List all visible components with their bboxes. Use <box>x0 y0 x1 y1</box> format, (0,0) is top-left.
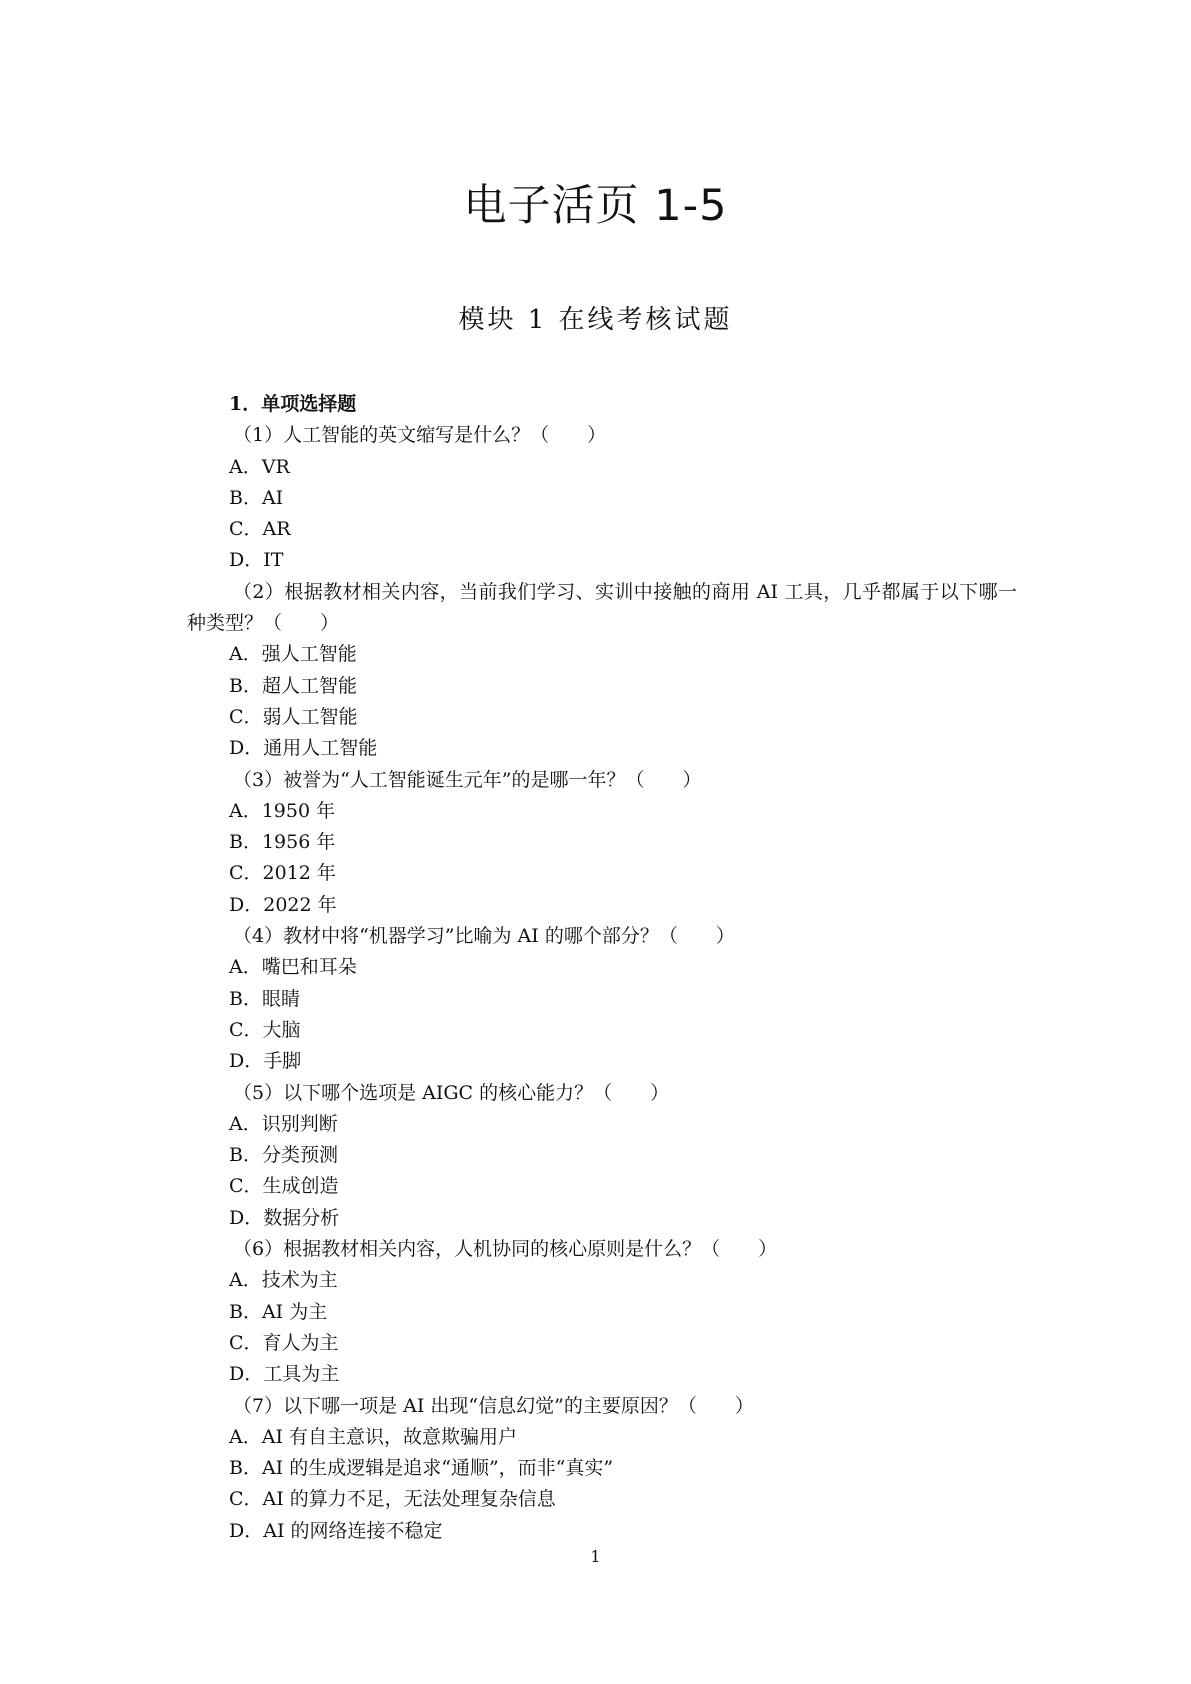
question-4 <box>187 921 1017 1077</box>
option-a: A．识别判断 <box>229 1112 338 1135</box>
option-d: D．通用人工智能 <box>229 737 378 760</box>
option-b: B．超人工智能 <box>229 674 357 697</box>
question-6 <box>187 1234 1017 1390</box>
option-b: B．AI <box>229 486 284 509</box>
option-a: A．AI 有自主意识，故意欺骗用户 <box>229 1425 517 1448</box>
question-text: （3）被誉为“人工智能诞生元年”的是哪一年？（ ） <box>233 768 702 791</box>
question-text: （7）以下哪一项是 AI 出现“信息幻觉”的主要原因？（ ） <box>233 1394 754 1417</box>
section-heading: 1．单项选择题 <box>229 393 357 415</box>
question-5 <box>187 1078 1017 1234</box>
option-b: B．AI 的生成逻辑是追求“通顺”，而非“真实” <box>229 1457 614 1480</box>
question-text: （4）教材中将“机器学习”比喻为 AI 的哪个部分？（ ） <box>233 925 735 948</box>
option-a: A．VR <box>229 455 290 478</box>
option-d: D．AI 的网络连接不稳定 <box>229 1519 443 1542</box>
option-c: C．生成创造 <box>229 1175 339 1198</box>
question-text: （2）根据教材相关内容，当前我们学习、实训中接触的商用 AI 工具，几乎都属于以下哪一种类型？（ ） <box>187 580 1017 635</box>
option-b: B．眼睛 <box>229 987 300 1010</box>
question-2 <box>187 577 1017 765</box>
option-c: C．弱人工智能 <box>229 705 358 728</box>
option-c: C．AI 的算力不足，无法处理复杂信息 <box>229 1488 556 1511</box>
option-c: C．AR <box>229 518 291 541</box>
option-d: D．工具为主 <box>229 1363 340 1386</box>
option-c: C．大脑 <box>229 1018 301 1041</box>
option-a: A．强人工智能 <box>229 643 357 666</box>
option-c: C．2012 年 <box>229 862 336 885</box>
page-subtitle: 模块 1 在线考核试题 <box>458 305 733 335</box>
question-text: （1）人工智能的英文缩写是什么？（ ） <box>233 424 607 447</box>
option-c: C．育人为主 <box>229 1331 339 1354</box>
question-text: （6）根据教材相关内容，人机协同的核心原则是什么？（ ） <box>233 1238 778 1261</box>
page-title: 电子活页 1-5 <box>463 181 728 231</box>
option-b: B．1956 年 <box>229 831 336 854</box>
option-a: A．1950 年 <box>229 799 336 822</box>
question-list <box>187 389 1017 1547</box>
option-b: B．分类预测 <box>229 1144 338 1167</box>
option-b: B．AI 为主 <box>229 1300 328 1323</box>
page-number: 1 <box>590 1547 601 1566</box>
question-1 <box>187 420 1017 576</box>
question-text: （5）以下哪个选项是 AIGC 的核心能力？（ ） <box>233 1081 670 1104</box>
option-d: D．手脚 <box>229 1050 302 1073</box>
option-d: D．数据分析 <box>229 1206 340 1229</box>
option-d: D．IT <box>229 549 284 572</box>
question-7 <box>187 1391 1017 1547</box>
option-d: D．2022 年 <box>229 893 337 916</box>
question-3 <box>187 765 1017 921</box>
option-a: A．技术为主 <box>229 1269 338 1292</box>
option-a: A．嘴巴和耳朵 <box>229 956 357 979</box>
